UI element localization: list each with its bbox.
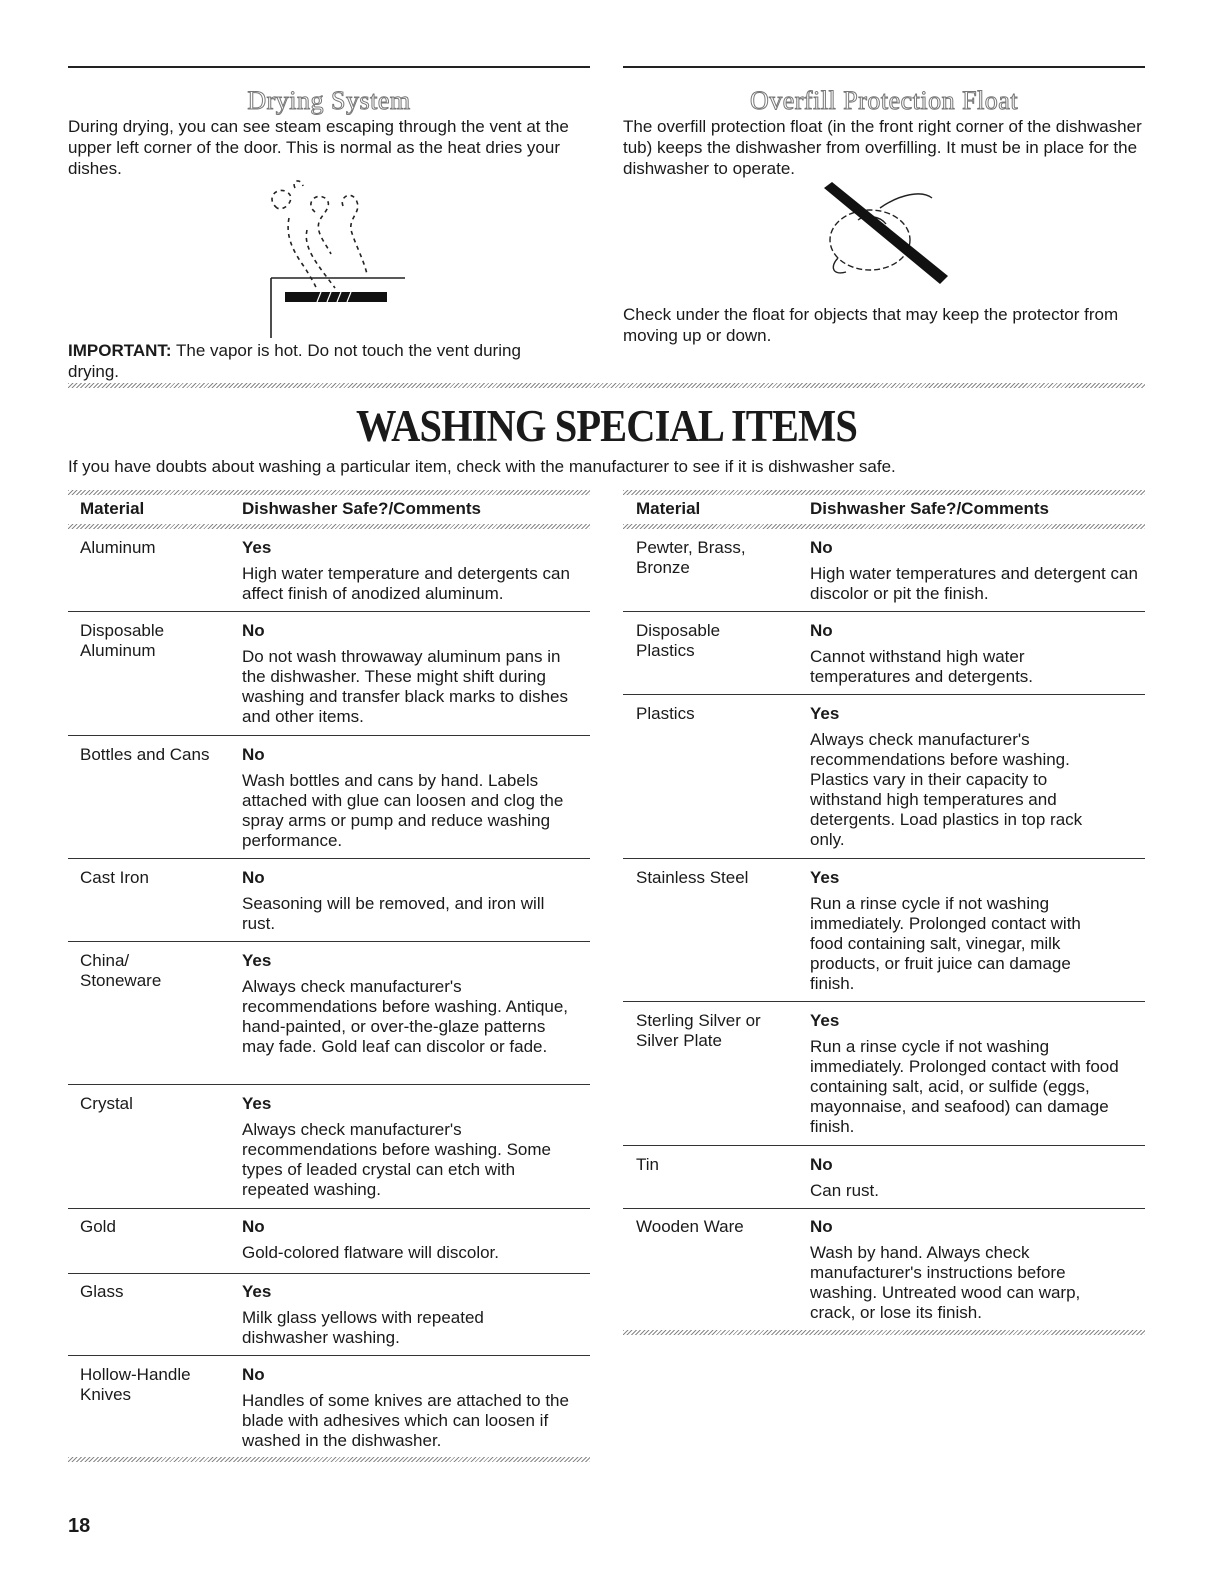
comment-cell: Cannot withstand high water temperatures and detergents. <box>810 647 1034 686</box>
material-cell: Crystal <box>80 1094 133 1113</box>
material-cell: Bottles and Cans <box>80 745 210 764</box>
comment-cell: Run a rinse cycle if not washing immediately. Prolonged contact with food containing salt, acid, or sulfide (eggs, mayonnaise, and seafood) can damage finish. <box>810 1037 1119 1136</box>
answer-cell: No <box>242 1217 265 1236</box>
steam-vent-illustration <box>255 178 415 338</box>
material-cell: Disposable Plastics <box>636 621 721 660</box>
answer-cell: No <box>810 621 833 640</box>
important-label: IMPORTANT: <box>68 341 172 360</box>
answer-cell: No <box>810 1217 833 1236</box>
comment-cell: Wash bottles and cans by hand. Labels attached with glue can loosen and clog the spray arms or pump and reduce washing performance. <box>242 771 564 850</box>
left-table-bottom-hatch <box>68 1457 590 1462</box>
row-divider <box>623 1208 1145 1209</box>
material-cell: Gold <box>80 1217 116 1236</box>
material-cell: Pewter, Brass, Bronze <box>636 538 746 577</box>
section-intro: If you have doubts about washing a particular item, check with the manufacturer to see if it is dishwasher safe. <box>68 457 896 476</box>
comment-cell: High water temperature and detergents can affect finish of anodized aluminum. <box>242 564 570 603</box>
answer-cell: Yes <box>242 1282 272 1301</box>
answer-cell: No <box>242 1365 265 1384</box>
row-divider <box>623 858 1145 859</box>
answer-cell: No <box>242 621 265 640</box>
comment-cell: High water temperatures and detergent can discolor or pit the finish. <box>810 564 1138 603</box>
material-cell: Hollow-Handle Knives <box>80 1365 191 1404</box>
material-cell: Aluminum <box>80 538 156 557</box>
left-table-header-hatch <box>68 524 590 529</box>
left-header-safe: Dishwasher Safe?/Comments <box>242 499 482 518</box>
row-divider <box>68 941 590 942</box>
row-divider <box>68 1084 590 1085</box>
row-divider <box>623 1145 1145 1146</box>
right-table-top-hatch <box>623 490 1145 495</box>
drying-important-note <box>68 340 538 382</box>
left-header-material: Material <box>80 499 145 518</box>
comment-cell: Milk glass yellows with repeated dishwasher washing. <box>242 1308 484 1347</box>
comment-cell: Do not wash throwaway aluminum pans in the dishwasher. These might shift during washing and transfer black marks to dishes and other items. <box>242 647 568 726</box>
right-table-header-hatch <box>623 524 1145 529</box>
top-rule-left <box>68 66 590 68</box>
comment-cell: Can rust. <box>810 1181 879 1200</box>
comment-cell: Gold-colored flatware will discolor. <box>242 1243 499 1262</box>
answer-cell: Yes <box>242 1094 272 1113</box>
material-cell: Tin <box>636 1155 659 1174</box>
row-divider <box>623 611 1145 612</box>
right-header-safe: Dishwasher Safe?/Comments <box>810 499 1050 518</box>
material-cell: Glass <box>80 1282 124 1301</box>
section-divider <box>68 383 1145 388</box>
row-divider <box>68 611 590 612</box>
material-cell: Cast Iron <box>80 868 149 887</box>
comment-cell: Always check manufacturer's recommendations before washing. Antique, hand-painted, or over-the-glaze patterns may fade. Gold leaf can discolor or fade. <box>242 977 569 1056</box>
material-cell: Plastics <box>636 704 695 723</box>
top-rule-right <box>623 66 1145 68</box>
answer-cell: Yes <box>242 538 272 557</box>
answer-cell: Yes <box>242 951 272 970</box>
answer-cell: Yes <box>810 1011 840 1030</box>
float-illustration <box>810 180 950 290</box>
row-divider <box>623 694 1145 695</box>
row-divider <box>623 1001 1145 1002</box>
row-divider <box>68 858 590 859</box>
comment-cell: Wash by hand. Always check manufacturer's instructions before washing. Untreated wood can warp, crack, or lose its finish. <box>810 1243 1081 1322</box>
comment-cell: Seasoning will be removed, and iron will rust. <box>242 894 545 933</box>
row-divider <box>68 1355 590 1356</box>
important-text: The vapor is hot. Do not touch the vent during drying. <box>68 341 521 381</box>
page-number: 18 <box>68 1515 91 1537</box>
drying-system-title: Drying System <box>247 86 411 115</box>
right-table-bottom-hatch <box>623 1330 1145 1335</box>
overfill-protection-body: The overfill protection float (in the front right corner of the dishwasher tub) keeps the dishwasher from overfilling. It must be in place for the dishwasher to operate. <box>623 117 1142 178</box>
overfill-check-text: Check under the float for objects that may keep the protector from moving up or down. <box>623 305 1119 345</box>
answer-cell: No <box>810 538 833 557</box>
answer-cell: Yes <box>810 868 840 887</box>
material-cell: Wooden Ware <box>636 1217 744 1236</box>
material-cell: Stainless Steel <box>636 868 749 887</box>
comment-cell: Always check manufacturer's recommendations before washing. Plastics vary in their capacity to withstand high temperatures and detergents. Load plastics in top rack only. <box>810 730 1083 849</box>
answer-cell: No <box>242 745 265 764</box>
washing-special-items-title: WASHING SPECIAL ITEMS <box>355 401 857 451</box>
left-table-top-hatch <box>68 490 590 495</box>
comment-cell: Handles of some knives are attached to the blade with adhesives which can loosen if washed in the dishwasher. <box>242 1391 569 1450</box>
overfill-protection-title: Overfill Protection Float <box>749 86 1019 115</box>
row-divider <box>68 735 590 736</box>
material-cell: China/ Stoneware <box>80 951 162 990</box>
answer-cell: No <box>242 868 265 887</box>
material-cell: Sterling Silver or Silver Plate <box>636 1011 761 1050</box>
comment-cell: Run a rinse cycle if not washing immediately. Prolonged contact with food containing salt, vinegar, milk products, or fruit juice can damage finish. <box>810 894 1081 993</box>
right-header-material: Material <box>636 499 701 518</box>
row-divider <box>68 1273 590 1274</box>
row-divider <box>68 1208 590 1209</box>
answer-cell: Yes <box>810 704 840 723</box>
drying-system-body: During drying, you can see steam escaping through the vent at the upper left corner of the door. This is normal as the heat dries your dishes. <box>68 117 569 178</box>
material-cell: Disposable Aluminum <box>80 621 165 660</box>
comment-cell: Always check manufacturer's recommendations before washing. Some types of leaded crystal can etch with repeated washing. <box>242 1120 551 1199</box>
answer-cell: No <box>810 1155 833 1174</box>
